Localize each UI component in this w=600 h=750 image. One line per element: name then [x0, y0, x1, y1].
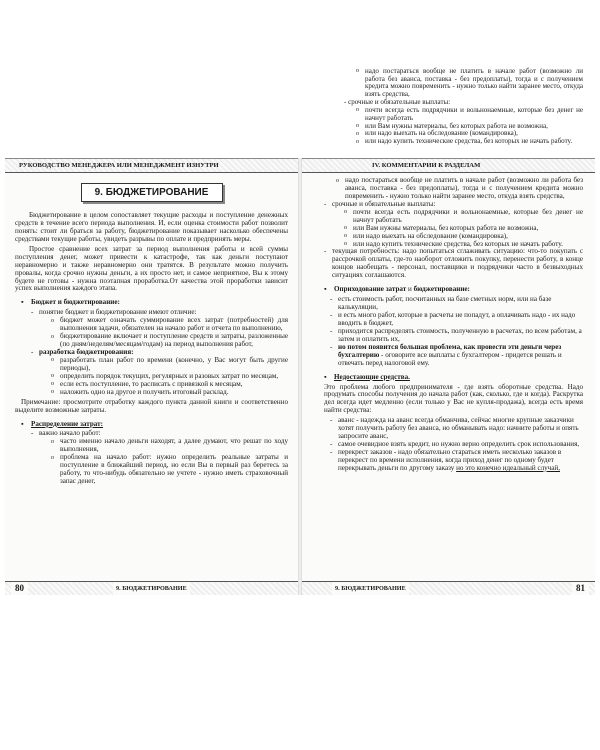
list-item: o или надо купить технические средства, без которых не начать работу. — [356, 138, 583, 146]
list-item: o бюджет может означать суммирование всех затрат (потребностей) для выполнения задачи, обязателен на начало работ и отчета по выполнению, — [51, 317, 288, 333]
list-item — [324, 201, 583, 249]
sublist — [39, 357, 288, 397]
book-spread — [5, 158, 595, 595]
list-item-text: понятие бюджет и бюджетирование имеют отличие: — [39, 308, 197, 317]
square-bullet-icon: ▪ — [21, 419, 24, 428]
list-item: o почти всегда есть подрядчики и вольнонаемные, которые без денег не начнут работать — [356, 107, 583, 123]
section-list — [15, 430, 288, 486]
page-body — [5, 173, 298, 486]
square-bullet-icon: ▪ — [324, 285, 327, 294]
sublist — [39, 438, 288, 486]
underlined-text: но это конечно идеальный случай, — [456, 463, 560, 472]
list-item: o если есть поступление, то расписать с привязкой к месяцам, — [51, 381, 288, 389]
footer-title: 9. БЮДЖЕТИРОВАНИЕ — [332, 582, 409, 595]
square-bullet-icon: ▪ — [21, 298, 24, 307]
list-item-text: важно начало работ: — [39, 429, 101, 438]
list-item: o или надо выехать на обследование (командировка), — [344, 233, 583, 241]
previous-right-text — [324, 68, 583, 146]
list-item — [31, 309, 288, 349]
list-item — [330, 449, 583, 473]
list-item: o или надо купить технические средства, без которых не начать работу. — [344, 241, 583, 249]
square-bullet-icon: ▪ — [324, 372, 327, 381]
section-list — [324, 417, 583, 473]
list-item: o или Вам нужны материалы, без которых работа не возможна, — [344, 225, 583, 233]
section-title-join: и — [406, 285, 414, 294]
note: Примечание: просмотрите отработку каждого пункта данной книги и соответственно выделите возможные затраты. — [15, 397, 288, 414]
list-item: - текущая потребность: надо попытаться сглаживать ситуацию: что-то покупать с рассрочкой оплаты, где-то наоборот отложить покупку, перенести работу, в конце концов наобещать - персонал, поставщики и подрядчики часто в безвыходных ситуациях соглашаются. — [324, 248, 583, 280]
section-title: Распределение затрат: — [31, 419, 104, 428]
page-footer — [302, 581, 595, 595]
running-header: РУКОВОДСТВО МЕНЕДЖЕРА ИЛИ МЕНЕДЖМЕНТ ИЗНУТРИ — [5, 158, 298, 173]
paragraph: Это проблема любого предпринимателя - где взять оборотные средства. Надо продумать способы получения до начала работ (как, сколько, где и когда). Раскрутка дел всегда идет медленно (если только у Вас не купля-продажа), всегда есть время найти средства: — [324, 382, 583, 415]
running-header: IV. КОММЕНТАРИИ К РАЗДЕЛАМ — [302, 158, 595, 173]
page-footer — [5, 581, 298, 595]
paragraph: Бюджетирование в целом сопоставляет текущие расходы и поступление денежных средств в течение всего периода выполнения. И, если оценка стоимости работ позволит понять: стоит ли браться за работу, бюджетирование показывает насколько обеспечены средствами текущие работы, увидеть разрывы по оплате и предпринять меры. — [15, 211, 288, 243]
section-list — [324, 201, 583, 280]
list-item-text: - оговорите все выплаты с бухгалтером - придется решать и отвечать перед налоговой ему. — [338, 350, 562, 367]
sublist — [39, 317, 288, 349]
list-item: o бюджетирование включает и поступление средств и затраты, разложенные (по дням/неделям/месяцам/годам) на период выполнения работ, — [51, 333, 288, 349]
list-item: o проблема на начало работ: нужно определить реальные затраты и поступление в ближайший период, но если Вы в первый раз беретесь за работу, то что-нибудь обязательно не учтете - нужно иметь страховочный запас денег, — [51, 454, 288, 486]
bold-text: но потом появится большая проблема, как провести эти деньги через бухгалтерию — [338, 342, 562, 359]
section-list — [15, 309, 288, 396]
paragraph: Простое сравнение всех затрат за период выполнения работы и всей суммы поступления денег, может привести к катастрофе, так как деньги поступают неравномерно и также неравномерно они тратятся. В результате можно получить провалы, когда срочно нужны деньги, а их просто нет, и самое неприятное, Вы к этому будете не готовы - нужна поэтапная проработка.От качества этой проработки зависит успех выполнения каждого этапа. — [15, 244, 288, 293]
page-number: 81 — [572, 582, 589, 595]
list-item: o или Вам нужны материалы, без которых работа не возможна, — [356, 123, 583, 131]
page-number: 80 — [11, 582, 28, 595]
section-list — [324, 296, 583, 367]
right-page — [302, 158, 595, 595]
list-item: o разработать план работ по времени (конечно, у Вас могут быть другие периоды), — [51, 357, 288, 373]
list-item: o или надо выехать на обследование (командировка), — [356, 130, 583, 138]
list-item: - приходится распределять стоимость, полученную в расчетах, по всем работам, а затем и оплатить их, — [330, 328, 583, 344]
list-item-urgent: - срочные и обязательные выплаты: — [344, 98, 451, 107]
page-body — [302, 173, 595, 473]
list-item: o наложить одно на другое и получить итоговый расклад. — [51, 389, 288, 397]
previous-spread-fragment — [5, 0, 595, 150]
sublist — [332, 209, 583, 249]
list-item: - и есть много работ, которые в расчеты не попадут, а оплачивать надо - их надо вводить в бюджет, — [330, 312, 583, 328]
footer-title: 9. БЮДЖЕТИРОВАНИЕ — [113, 582, 190, 595]
previous-right-page — [302, 0, 595, 150]
list-item: o определить порядок текущих, регулярных и разовых затрат по месяцам, — [51, 373, 288, 381]
section-heading — [324, 374, 583, 382]
section-title: Недостающие средства. — [334, 372, 410, 381]
sublist — [324, 177, 583, 201]
list-item-text: срочные и обязательные выплаты: — [332, 199, 436, 208]
list-item-text: разработка бюджетирования: — [39, 348, 134, 356]
list-item: o почти всегда есть подрядчики и вольнонаемные, которые без денег не начнут работать — [344, 209, 583, 225]
list-item-text: перекрест заказов - надо обязательно стараться иметь несколько заказов в перекрест по времени исполнения, когда приход денег по одному будет перекрывать деньги по другому заказу — [338, 448, 562, 472]
left-page — [5, 158, 298, 595]
section-heading — [324, 286, 583, 294]
list-item: o часто именно начало деньги находят, а далее думают, что решат по ходу выполнения, — [51, 438, 288, 454]
previous-right-list — [324, 68, 583, 99]
list-item: o надо постараться вообще не платить в начале работ (возможно ли работа без аванса, поставка - без предоплаты), тогда и с получением кредита можно повременить - нужно только найти заранее место, откуда взять средства, — [336, 177, 583, 201]
previous-left-page — [5, 0, 298, 150]
section-title: Оприходование затрат — [334, 285, 407, 294]
list-item — [330, 344, 583, 368]
section-heading — [21, 421, 288, 429]
list-item: o надо постараться вообще не платить в начале работ (возможно ли работа без аванса, поставка - без предоплаты), тогда и с получением кредита можно повременить - нужно только найти заранее место, откуда взять средства, — [356, 68, 583, 99]
list-item — [31, 430, 288, 486]
chapter-title: 9. БЮДЖЕТИРОВАНИЕ — [81, 183, 223, 202]
previous-right-sublist — [324, 107, 583, 146]
list-item: - самое очевидное взять кредит, но нужно верно определить срок использования, — [330, 441, 583, 449]
section-title: Бюджет и бюджетирование: — [31, 298, 120, 307]
section-title-rest: бюджетирование: — [413, 285, 470, 294]
list-item — [31, 349, 288, 397]
list-item: - есть стоимость работ, посчитанных на базе сметных норм, или на базе калькуляции, — [330, 296, 583, 312]
list-item: - аванс - надежда на аванс всегда обманчива, сейчас многие крупные заказчики хотят получить работу без аванса, но обманывать надо: начните работы и опять запросите аванс, — [330, 417, 583, 441]
section-heading — [21, 299, 288, 307]
